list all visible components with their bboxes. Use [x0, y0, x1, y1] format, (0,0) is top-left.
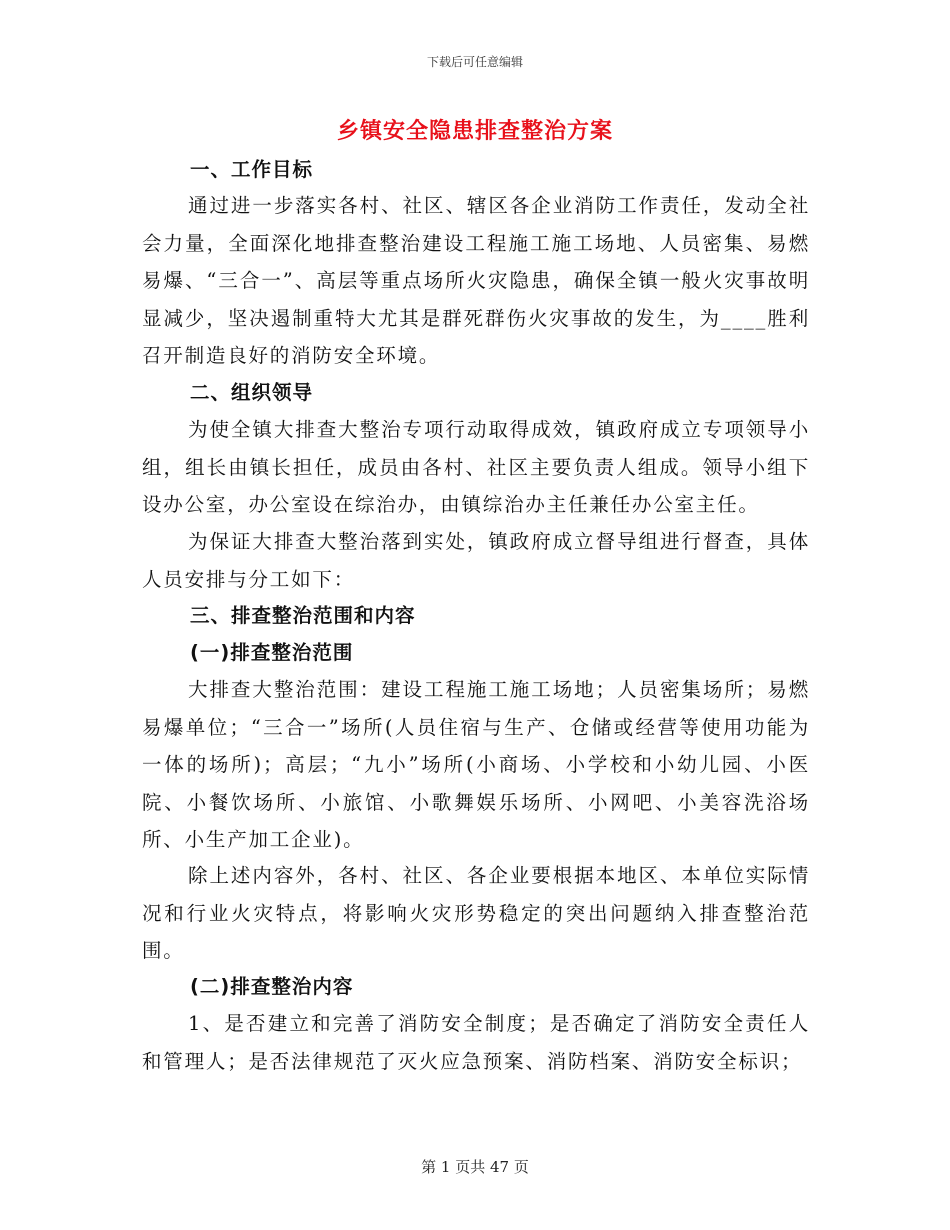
- page-footer: 第 1 页共 47 页: [421, 1158, 529, 1176]
- paragraph-supervision: 为保证大排查大整治落到实处，镇政府成立督导组进行督查，具体人员安排与分工如下：: [142, 530, 810, 591]
- subsection-heading-content: (二)排查整治内容: [190, 975, 354, 998]
- section-heading-scope-content: 三、排查整治范围和内容: [190, 604, 416, 627]
- section-heading-work-goal: 一、工作目标: [190, 158, 314, 181]
- document-title: 乡镇安全隐患排查整治方案: [336, 118, 613, 144]
- paragraph-content-item-1: 1、是否建立和完善了消防安全制度；是否确定了消防安全责任人和管理人；是否法律规范了灭火应急预案、消防档案、消防安全标识；: [142, 1012, 810, 1073]
- paragraph-organization: 为使全镇大排查大整治专项行动取得成效，镇政府成立专项领导小组，组长由镇长担任，成员由各村、社区主要负责人组成。领导小组下设办公室，办公室设在综治办，由镇综治办主任兼任办公室主任。: [142, 418, 810, 516]
- section-heading-organization: 二、组织领导: [190, 381, 314, 404]
- header-note: 下载后可任意编辑: [426, 55, 523, 69]
- paragraph-work-goal: 通过进一步落实各村、社区、辖区各企业消防工作责任，发动全社会力量，全面深化地排查整治建设工程施工施工场地、人员密集、易燃易爆、“三合一”、高层等重点场所火灾隐患，确保全镇一般火灾事故明显减少，坚决遏制重特大尤其是群死群伤火灾事故的发生，为____胜利召开制造良好的消防安全环境。: [142, 194, 810, 367]
- paragraph-scope: 大排查大整治范围：建设工程施工施工场地；人员密集场所；易燃易爆单位；“三合一”场所(人员住宿与生产、仓储或经营等使用功能为一体的场所)；高层；“九小”场所(小商场、小学校和小幼儿园、小医院、小餐饮场所、小旅馆、小歌舞娱乐场所、小网吧、小美容洗浴场所、小生产加工企业)。: [142, 678, 810, 851]
- subsection-heading-scope: (一)排查整治范围: [190, 641, 354, 664]
- paragraph-scope-extra: 除上述内容外，各村、社区、各企业要根据本地区、本单位实际情况和行业火灾特点，将影响火灾形势稳定的突出问题纳入排查整治范围。: [142, 864, 810, 962]
